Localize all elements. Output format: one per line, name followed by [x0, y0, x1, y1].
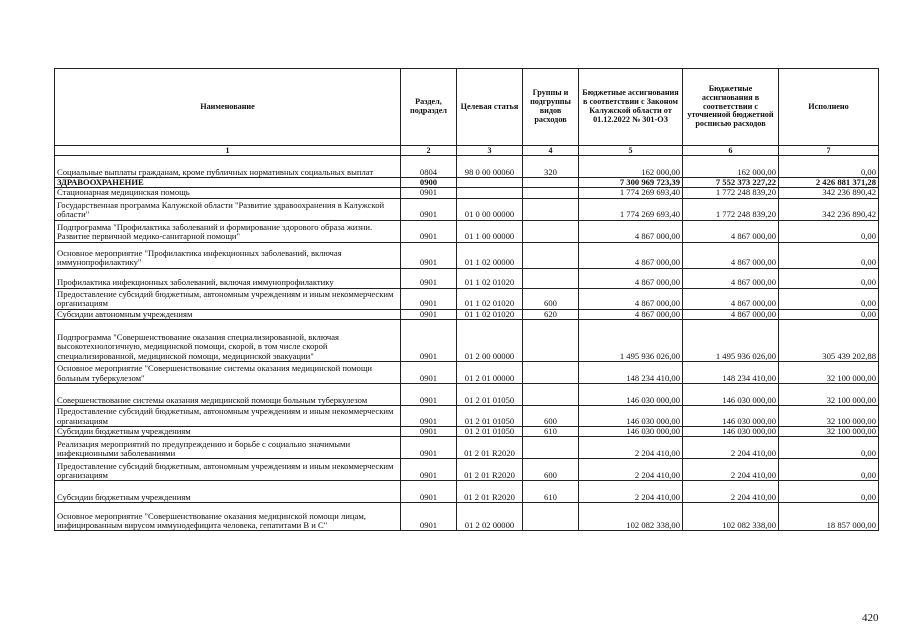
row-refined-amount: 1 772 248 839,20: [683, 188, 779, 198]
row-refined-amount: 2 204 410,00: [683, 437, 779, 459]
row-executed-amount: 18 857 000,00: [779, 503, 879, 531]
row-name: Стационарная медицинская помощь: [55, 188, 401, 198]
row-executed-amount: 32 100 000,00: [779, 383, 879, 405]
row-name: Основное мероприятие "Совершенствование системы оказания медицинской помощи больным туберкулезом": [55, 361, 401, 383]
table-row: [55, 481, 879, 503]
row-refined-amount: 4 867 000,00: [683, 268, 779, 288]
row-section: 0901: [401, 383, 457, 405]
row-law-amount: 102 082 338,00: [579, 503, 683, 531]
row-group: 600: [523, 288, 579, 309]
col-header-article: Целевая статья: [457, 69, 523, 146]
col-number: 7: [779, 146, 879, 156]
row-executed-amount: 32 100 000,00: [779, 405, 879, 426]
row-name: Совершенствование системы оказания медицинской помощи больным туберкулезом: [55, 383, 401, 405]
row-name: Реализация мероприятий по предупреждению и борьбе с социально значимыми инфекционными заболеваниями: [55, 437, 401, 459]
row-section: 0901: [401, 426, 457, 436]
row-group: [523, 361, 579, 383]
row-executed-amount: 0,00: [779, 437, 879, 459]
row-section: 0901: [401, 405, 457, 426]
row-section: 0901: [401, 198, 457, 220]
row-executed-amount: 0,00: [779, 288, 879, 309]
row-executed-amount: 0,00: [779, 220, 879, 242]
row-section: 0901: [401, 481, 457, 503]
row-article: 01 2 00 00000: [457, 319, 523, 361]
row-name: Субсидии бюджетным учреждениям: [55, 481, 401, 503]
row-section: 0804: [401, 156, 457, 178]
table-row: [55, 242, 879, 268]
table-row: [55, 288, 879, 309]
col-header-name: Наименование: [55, 69, 401, 146]
row-law-amount: 4 867 000,00: [579, 220, 683, 242]
col-number: 3: [457, 146, 523, 156]
row-article: 01 2 01 R2020: [457, 437, 523, 459]
row-law-amount: 2 204 410,00: [579, 481, 683, 503]
row-group: [523, 178, 579, 188]
row-section: 0901: [401, 188, 457, 198]
row-article: 01 1 02 00000: [457, 242, 523, 268]
row-section: 0901: [401, 319, 457, 361]
row-executed-amount: 0,00: [779, 459, 879, 481]
row-name: Предоставление субсидий бюджетным, автономным учреждениям и иным некоммерческим организациям: [55, 459, 401, 481]
col-header-executed: Исполнено: [779, 69, 879, 146]
row-section: 0901: [401, 220, 457, 242]
row-refined-amount: 4 867 000,00: [683, 242, 779, 268]
row-name: Профилактика инфекционных заболеваний, включая иммунопрофилактику: [55, 268, 401, 288]
table-row: [55, 309, 879, 319]
page-number: 420: [862, 612, 879, 624]
row-article: 01 2 01 R2020: [457, 459, 523, 481]
row-article: 01 2 01 01050: [457, 405, 523, 426]
row-article: 01 0 00 00000: [457, 198, 523, 220]
table-row: [55, 178, 879, 188]
row-name: Государственная программа Калужской области "Развитие здравоохранения в Калужской области": [55, 198, 401, 220]
row-section: 0901: [401, 503, 457, 531]
row-name: Основное мероприятие "Профилактика инфекционных заболеваний, включая иммунопрофилактику": [55, 242, 401, 268]
row-group: 320: [523, 156, 579, 178]
row-group: [523, 437, 579, 459]
row-law-amount: 148 234 410,00: [579, 361, 683, 383]
table-row: [55, 383, 879, 405]
table-row: [55, 268, 879, 288]
row-section: 0901: [401, 437, 457, 459]
row-executed-amount: 32 100 000,00: [779, 426, 879, 436]
row-group: [523, 503, 579, 531]
row-section: 0901: [401, 268, 457, 288]
col-number: 4: [523, 146, 579, 156]
row-name: Предоставление субсидий бюджетным, автономным учреждениям и иным некоммерческим организациям: [55, 405, 401, 426]
row-article: 01 2 01 00000: [457, 361, 523, 383]
row-article: 01 1 02 01020: [457, 309, 523, 319]
budget-execution-table: [54, 68, 879, 531]
row-group: 610: [523, 481, 579, 503]
row-executed-amount: 342 236 890,42: [779, 198, 879, 220]
row-refined-amount: 4 867 000,00: [683, 288, 779, 309]
col-header-law-allocations: Бюджетные ассигнования в соответствии с Законом Калужской области от 01.12.2022 № 301-ОЗ: [579, 69, 683, 146]
table-row: [55, 405, 879, 426]
row-refined-amount: 4 867 000,00: [683, 309, 779, 319]
table-row: [55, 198, 879, 220]
row-law-amount: 146 030 000,00: [579, 426, 683, 436]
table-row: [55, 503, 879, 531]
row-section: 0900: [401, 178, 457, 188]
row-executed-amount: 0,00: [779, 309, 879, 319]
row-law-amount: 2 204 410,00: [579, 437, 683, 459]
row-name: Субсидии автономным учреждениям: [55, 309, 401, 319]
col-header-section: Раздел, подраздел: [401, 69, 457, 146]
row-law-amount: 162 000,00: [579, 156, 683, 178]
row-article: 01 2 01 01050: [457, 383, 523, 405]
row-article: 01 2 02 00000: [457, 503, 523, 531]
table-row: [55, 319, 879, 361]
row-article: [457, 178, 523, 188]
row-law-amount: 4 867 000,00: [579, 268, 683, 288]
row-refined-amount: 1 772 248 839,20: [683, 198, 779, 220]
row-law-amount: 1 495 936 026,00: [579, 319, 683, 361]
row-refined-amount: 4 867 000,00: [683, 220, 779, 242]
row-law-amount: 146 030 000,00: [579, 405, 683, 426]
row-executed-amount: 2 426 881 371,28: [779, 178, 879, 188]
row-section: 0901: [401, 242, 457, 268]
row-refined-amount: 146 030 000,00: [683, 426, 779, 436]
row-article: 01 2 01 R2020: [457, 481, 523, 503]
table-row: [55, 437, 879, 459]
col-header-refined-allocations: Бюджетные ассигнования в соответствии с уточненной бюджетной росписью расходов: [683, 69, 779, 146]
col-number: 5: [579, 146, 683, 156]
table-row: [55, 156, 879, 178]
row-name: Основное мероприятие "Совершенствование оказания медицинской помощи лицам, инфицированным вирусом иммунодефицита человека, гепатитами B и C": [55, 503, 401, 531]
row-group: 600: [523, 459, 579, 481]
row-group: [523, 188, 579, 198]
row-section: 0901: [401, 309, 457, 319]
row-refined-amount: 102 082 338,00: [683, 503, 779, 531]
row-refined-amount: 2 204 410,00: [683, 481, 779, 503]
row-article: 01 1 00 00000: [457, 220, 523, 242]
row-executed-amount: 305 439 202,88: [779, 319, 879, 361]
row-group: [523, 220, 579, 242]
row-group: 610: [523, 426, 579, 436]
table-row: [55, 459, 879, 481]
row-name: Предоставление субсидий бюджетным, автономным учреждениям и иным некоммерческим организациям: [55, 288, 401, 309]
row-refined-amount: 162 000,00: [683, 156, 779, 178]
table-row: [55, 220, 879, 242]
row-section: 0901: [401, 459, 457, 481]
row-executed-amount: 32 100 000,00: [779, 361, 879, 383]
row-name: Подпрограмма "Совершенствование оказания специализированной, включая высокотехнологичную, медицинской помощи, скорой, в том числе скорой специализированной, медицинской помощи, медицинской эвакуации": [55, 319, 401, 361]
row-refined-amount: 1 495 936 026,00: [683, 319, 779, 361]
row-group: [523, 268, 579, 288]
row-law-amount: 4 867 000,00: [579, 309, 683, 319]
row-section: 0901: [401, 361, 457, 383]
row-section: 0901: [401, 288, 457, 309]
row-name: ЗДРАВООХРАНЕНИЕ: [55, 178, 401, 188]
table-header: [55, 69, 879, 156]
row-executed-amount: 0,00: [779, 268, 879, 288]
row-refined-amount: 146 030 000,00: [683, 383, 779, 405]
table-row: [55, 361, 879, 383]
row-group: [523, 383, 579, 405]
row-group: [523, 319, 579, 361]
col-number: 2: [401, 146, 457, 156]
row-law-amount: 4 867 000,00: [579, 288, 683, 309]
row-group: 600: [523, 405, 579, 426]
row-name: Субсидии бюджетным учреждениям: [55, 426, 401, 436]
row-group: [523, 198, 579, 220]
row-group: 620: [523, 309, 579, 319]
col-header-group: Группы и подгруппы видов расходов: [523, 69, 579, 146]
row-refined-amount: 2 204 410,00: [683, 459, 779, 481]
row-law-amount: 4 867 000,00: [579, 242, 683, 268]
row-name: Подпрограмма "Профилактика заболеваний и формирование здорового образа жизни. Развитие первичной медико-санитарной помощи": [55, 220, 401, 242]
row-refined-amount: 146 030 000,00: [683, 405, 779, 426]
row-refined-amount: 7 552 373 227,22: [683, 178, 779, 188]
row-refined-amount: 148 234 410,00: [683, 361, 779, 383]
row-law-amount: 1 774 269 693,40: [579, 188, 683, 198]
row-law-amount: 2 204 410,00: [579, 459, 683, 481]
row-article: 98 0 00 00060: [457, 156, 523, 178]
col-number: 1: [55, 146, 401, 156]
row-group: [523, 242, 579, 268]
row-article: [457, 188, 523, 198]
row-article: 01 1 02 01020: [457, 288, 523, 309]
row-name: Социальные выплаты гражданам, кроме публичных нормативных социальных выплат: [55, 156, 401, 178]
row-law-amount: 7 300 969 723,39: [579, 178, 683, 188]
row-article: 01 1 02 01020: [457, 268, 523, 288]
row-executed-amount: 0,00: [779, 481, 879, 503]
table-row: [55, 426, 879, 436]
row-executed-amount: 0,00: [779, 156, 879, 178]
col-number: 6: [683, 146, 779, 156]
table-row: [55, 188, 879, 198]
row-article: 01 2 01 01050: [457, 426, 523, 436]
row-executed-amount: 0,00: [779, 242, 879, 268]
row-executed-amount: 342 236 890,42: [779, 188, 879, 198]
row-law-amount: 1 774 269 693,40: [579, 198, 683, 220]
table-body: [55, 156, 879, 531]
row-law-amount: 146 030 000,00: [579, 383, 683, 405]
